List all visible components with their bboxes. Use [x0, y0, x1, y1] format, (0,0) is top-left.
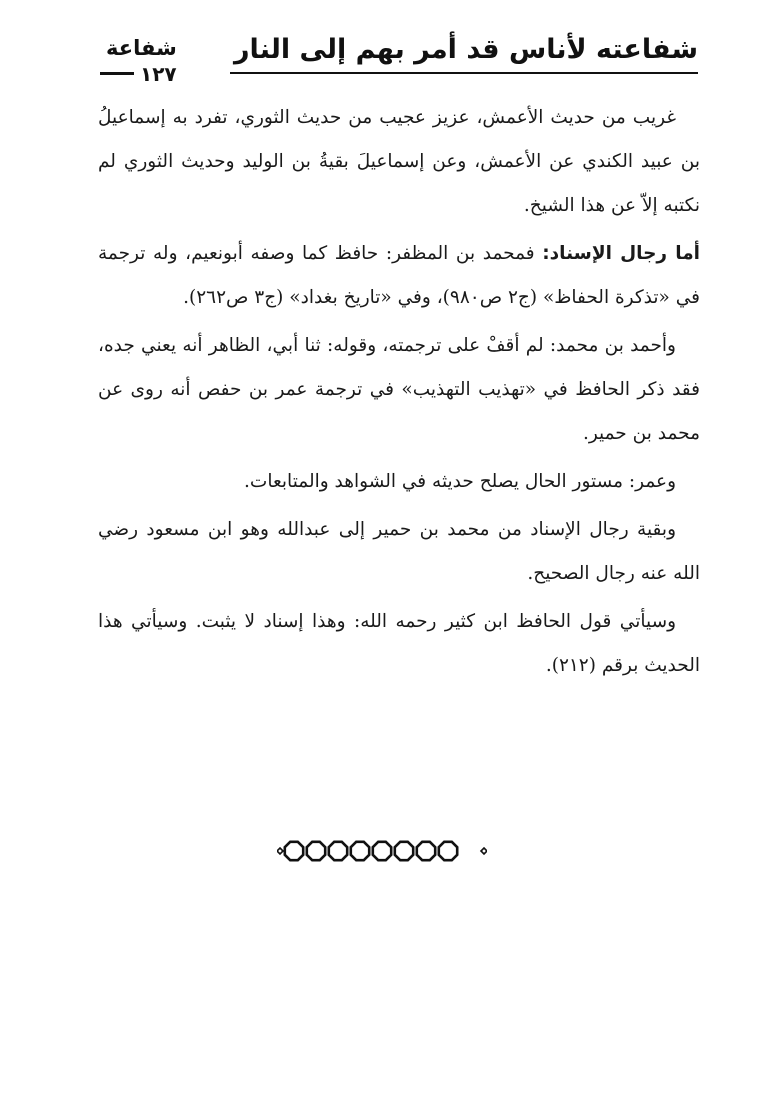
paragraph-4: وعمر: مستور الحال يصلح حديثه في الشواهد والمتابعات.	[244, 471, 676, 492]
header-rule	[230, 72, 698, 74]
page-number: ١٢٧	[140, 62, 177, 86]
body-text	[98, 96, 700, 688]
paragraph-2-text: فمحمد بن المظفر: حافظ كما وصفه أبونعيم، وله ترجمة في «تذكرة الحفاظ» (ج٢ ص٩٨٠)، وفي «تاريخ بغداد» (ج٣ ص٢٦٢).	[98, 243, 700, 308]
running-title: شفاعته لأناس قد أمر بهم إلى النار	[234, 34, 698, 65]
header-rule-short	[100, 72, 134, 75]
paragraph-3: وأحمد بن محمد: لم أقفْ على ترجمته، وقوله: ثنا أبي، الظاهر أنه يعني جده، فقد ذكر الحافظ في «تهذيب التهذيب» في ترجمة عمر بن حفص أنه روى عن محمد بن حمير.	[98, 335, 700, 444]
paragraph-2	[98, 232, 700, 320]
paragraph-2-lead: أما رجال الإسناد:	[542, 243, 700, 264]
book-mark: شفاعة	[106, 36, 177, 60]
decorative-chain-ornament-icon	[277, 836, 487, 866]
paragraph-5: وبقية رجال الإسناد من محمد بن حمير إلى عبدالله وهو ابن مسعود رضي الله عنه رجال الصحيح.	[98, 519, 700, 584]
paragraph-6: وسيأتي قول الحافظ ابن كثير رحمه الله: وهذا إسناد لا يثبت. وسيأتي هذا الحديث برقم (٢١٢).	[98, 611, 700, 676]
paragraph-1: غريب من حديث الأعمش، عزيز عجيب من حديث الثوري، تفرد به إسماعيلُ بن عبيد الكندي عن الأعمش، وعن إسماعيلَ بقيةُ بن الوليد وحديث الثوري لم نكتبه إلاّ عن هذا الشيخ.	[98, 107, 700, 216]
page-header	[100, 28, 698, 86]
